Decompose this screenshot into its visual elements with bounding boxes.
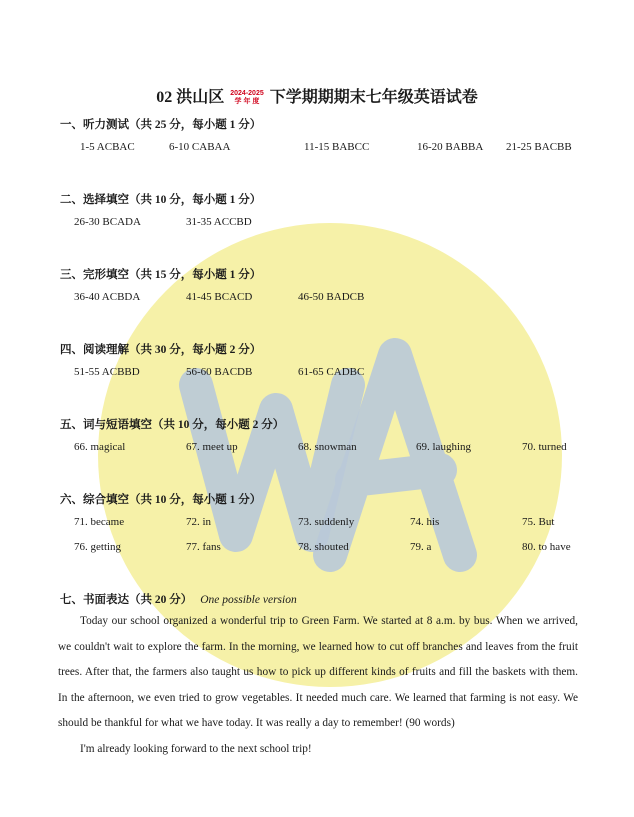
answer-item: 68. snowman [298, 441, 357, 453]
answer-item: 6-10 CABAA [169, 141, 231, 153]
answer-item: 79. a [410, 541, 432, 553]
section-heading-reading: 四、阅读理解（共 30 分，每小题 2 分） [60, 344, 262, 356]
answer-item: 76. getting [74, 541, 122, 553]
answer-item: 72. in [186, 516, 212, 528]
section-heading-word-fill: 五、词与短语填空（共 10 分，每小题 2 分） [60, 419, 285, 431]
section-heading-comprehensive-fill: 六、综合填空（共 10 分，每小题 1 分） [60, 494, 262, 506]
possible-version-label: One possible version [200, 594, 297, 606]
answer-item: 75. But [522, 516, 555, 528]
section-heading-cloze: 三、完形填空（共 15 分，每小题 1 分） [60, 269, 262, 281]
section-heading-listening: 一、听力测试（共 25 分，每小题 1 分） [60, 119, 262, 131]
answer-item: 77. fans [186, 541, 221, 553]
answer-item: 26-30 BCADA [74, 216, 141, 228]
section-heading-writing [60, 591, 297, 607]
answer-item: 61-65 CADBC [298, 366, 365, 378]
essay-paragraph: Today our school organized a wonderful trip to Green Farm. We started at 8 a.m. by bus. When we arrived, we couldn't wait to explore the farm. In the morning, we learned how to cut off branches and leaves from the fruit trees. After that, the farmers also taught us how to pick up different kinds of fruits and fill the baskets with them. In the afternoon, we even tried to grow vegetables. It needed much care. We learned that farming is not easy. We should be thankful for what we have today. It was really a day to remember! (90 words) [58, 615, 578, 729]
writing-heading-text: 七、书面表达（共 20 分） [60, 594, 193, 606]
answer-item: 74. his [410, 516, 440, 528]
answer-item: 80. to have [522, 541, 571, 553]
sample-essay [58, 609, 578, 762]
answer-item: 66. magical [74, 441, 126, 453]
answer-item: 21-25 BACBB [506, 141, 572, 153]
answer-item: 46-50 BADCB [298, 291, 365, 303]
answer-item: 56-60 BACDB [186, 366, 253, 378]
answer-item: 71. became [74, 516, 125, 528]
answer-item: 11-15 BABCC [304, 141, 370, 153]
answer-item: 41-45 BCACD [186, 291, 253, 303]
answer-item: 16-20 BABBA [417, 141, 484, 153]
title-prefix: 02 洪山区 [156, 89, 225, 106]
answer-item: 51-55 ACBBD [74, 366, 140, 378]
school-year-label [230, 90, 263, 106]
answer-item: 70. turned [522, 441, 567, 453]
answer-item: 1-5 ACBAC [80, 141, 135, 153]
school-year-word: 学 年 度 [234, 98, 260, 106]
answer-item: 69. laughing [416, 441, 471, 453]
answer-item: 36-40 ACBDA [74, 291, 141, 303]
answer-item: 73. suddenly [298, 516, 355, 528]
answer-item: 67. meet up [186, 441, 238, 453]
page-title [0, 84, 634, 107]
section-heading-multiple-choice: 二、选择填空（共 10 分，每小题 1 分） [60, 194, 262, 206]
essay-closing-line: I'm already looking forward to the next school trip! [80, 742, 312, 755]
answer-item: 31-35 ACCBD [186, 216, 252, 228]
school-year-range: 2024-2025 [230, 90, 264, 98]
answer-item: 78. shouted [298, 541, 349, 553]
title-suffix: 下学期期期末七年级英语试卷 [269, 89, 478, 106]
